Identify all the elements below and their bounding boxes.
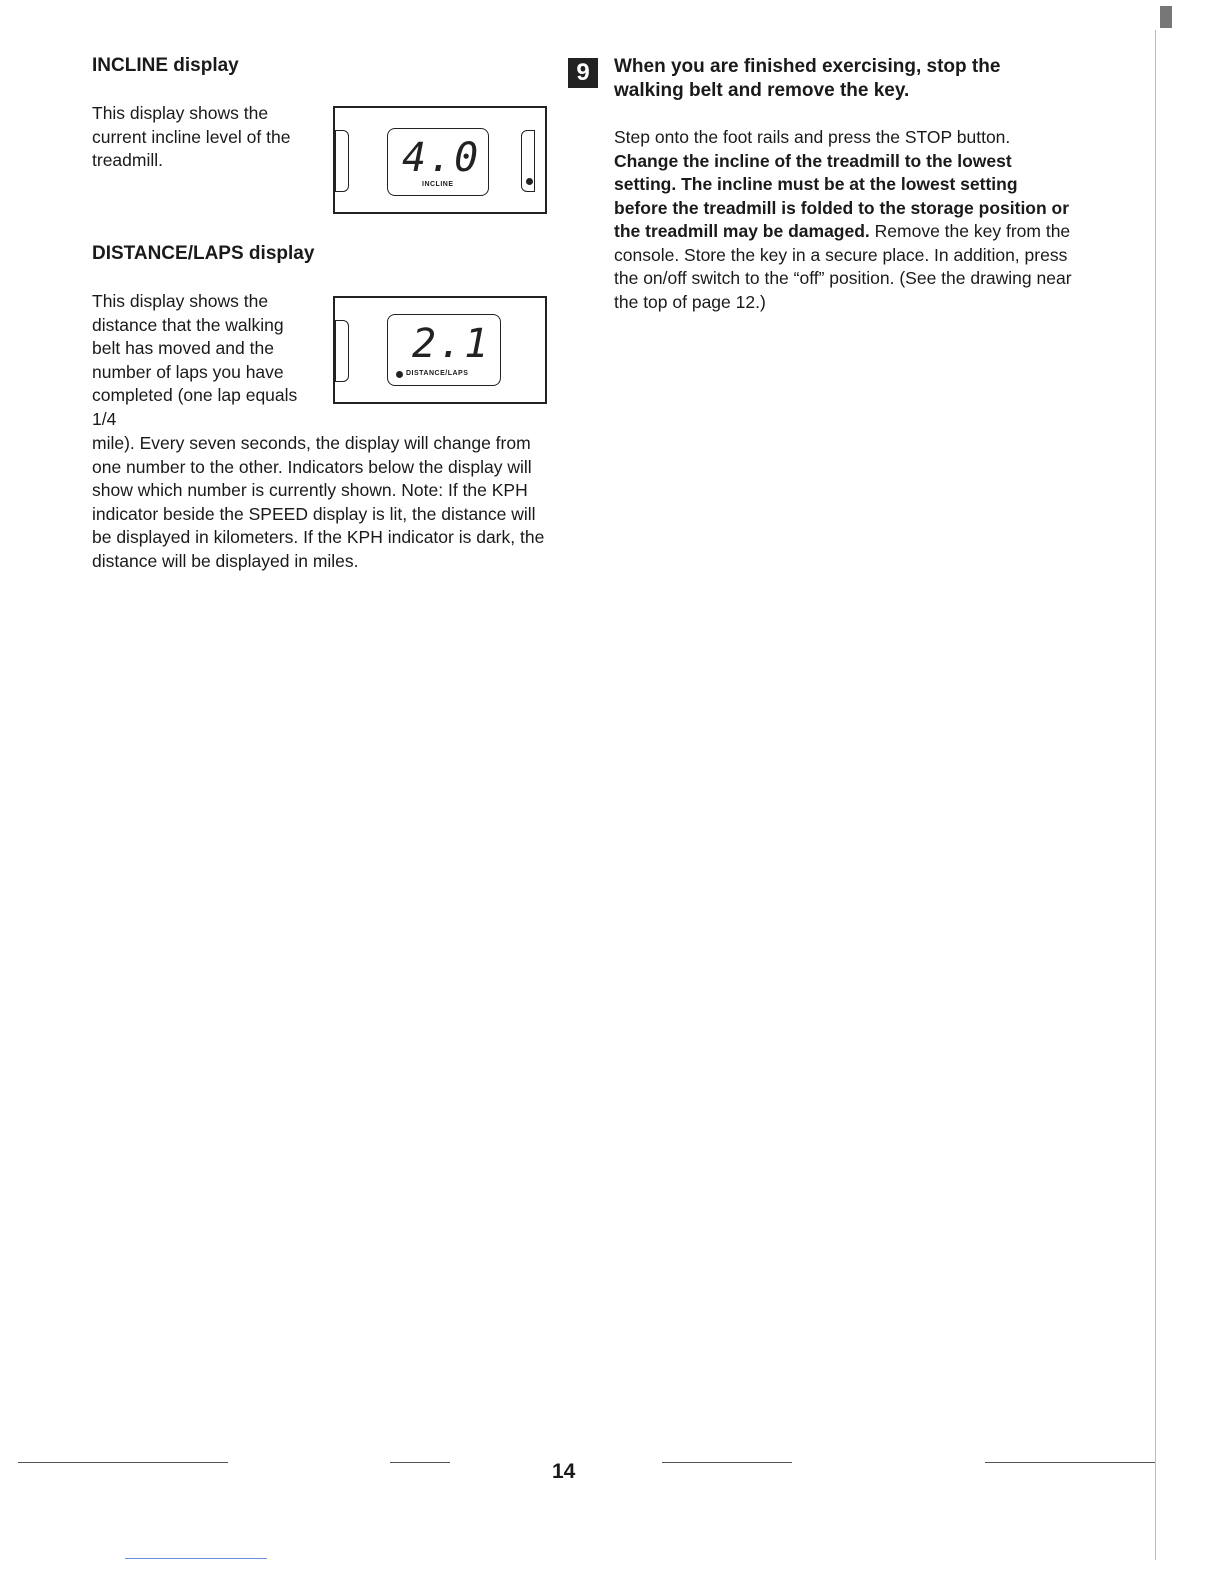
corner-mark	[1160, 6, 1172, 28]
page-edge-line	[1155, 30, 1156, 1560]
incline-lcd-label: INCLINE	[422, 181, 454, 188]
distance-indicator-dot	[396, 371, 403, 378]
footer-rule-left	[18, 1462, 228, 1463]
incline-lcd-value: 4.0	[402, 135, 481, 181]
blue-underline	[125, 1558, 267, 1559]
distance-description-wrapped: This display shows the distance that the walking belt has moved and the number of laps you have completed (one lap equals 1/4	[92, 291, 298, 429]
distance-lcd-label: DISTANCE/LAPS	[406, 370, 469, 377]
distance-description-full: mile). Every seven seconds, the display will change from one number to the other. Indicators below the display will show which number is currently shown. Note: If the KPH indicator beside the SPEED display is lit, the distance will be displayed in kilometers. If the KPH indicator is dark, the distance will be displayed in miles.	[92, 433, 545, 571]
footer-rule-center-right	[662, 1462, 792, 1463]
page-number: 14	[552, 1460, 576, 1483]
left-bracket	[335, 320, 349, 382]
distance-heading: DISTANCE/LAPS display	[92, 243, 315, 264]
step9-intro: Step onto the foot rails and press the STOP button.	[614, 127, 1011, 147]
distance-lcd-value: 2.1	[412, 321, 491, 367]
step-number-badge: 9	[568, 58, 598, 88]
footer-rule-right	[985, 1462, 1155, 1463]
incline-description: This display shows the current incline level of the treadmill.	[92, 103, 291, 170]
incline-heading: INCLINE display	[92, 55, 239, 76]
left-bracket	[335, 130, 349, 192]
step9-warning: Change the incline of the treadmill to the lowest setting. The incline must be at the lowest setting before the treadmill is folded to the storage position or the treadmill may be damaged.	[614, 150, 1070, 241]
incline-display-illustration	[333, 106, 547, 214]
footer-rule-center-left	[390, 1462, 450, 1463]
distance-display-illustration	[333, 296, 547, 404]
distance-lcd-frame	[387, 314, 501, 386]
indicator-dot	[526, 178, 533, 185]
step9-heading: When you are finished exercising, stop the walking belt and remove the key.	[614, 56, 1001, 101]
incline-lcd-frame	[387, 128, 489, 196]
step9-body	[614, 126, 1074, 314]
step9-end: Remove the key from the console. Store the key in a secure place. In addition, press the on/off switch to the “off” position. (See the drawing near the top of page 12.)	[614, 221, 1072, 312]
